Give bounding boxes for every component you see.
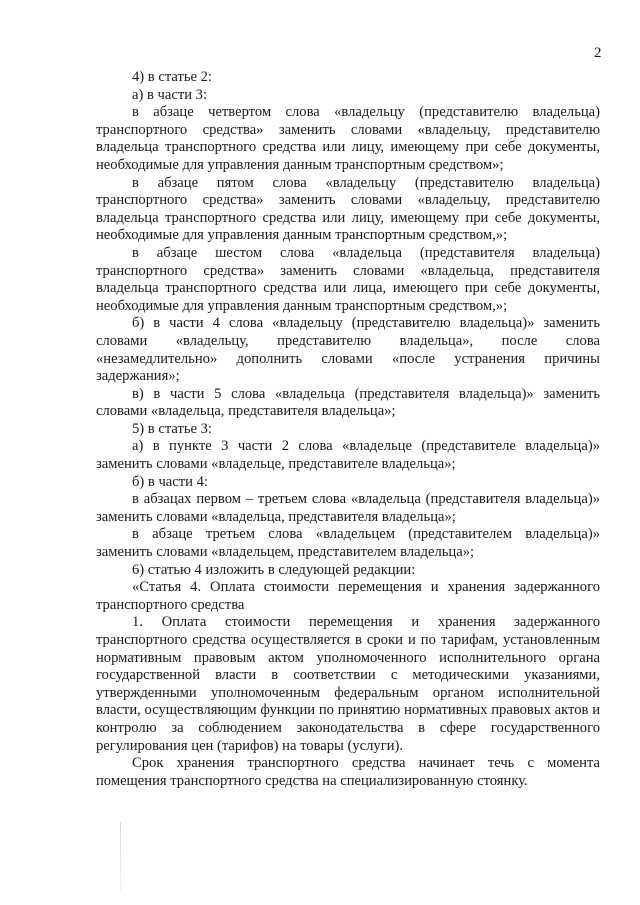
paragraph-subitem-b: б) в части 4 слова «владельцу (представителю владельца)» заменить словами «владельцу, представителю владельца», после слова «незамедлительно» дополнить словами «после устранения причины задержания»; [96,315,600,385]
paragraph-subitem-a: а) в части 3: [132,86,208,103]
page-number: 2 [594,45,602,61]
paragraph-abzats-4: в абзаце четвертом слова «владельцу (представителю владельца) транспортного средства» заменить словами «владельцу, представителю владельца транспортного средства или лицу, имеющему при себе документы, необходимые для управления данным транспортным средством»; [96,104,600,173]
paragraph-subitem-v: в) в части 5 слова «владельца (представителя владельца)» заменить словами «владельца, представителя владельца»; [96,385,600,420]
paragraph-item-4: 4) в статье 2: [132,69,212,85]
paragraph-item-6: 6) статью 4 изложить в следующей редакции: [132,561,416,578]
article-4-heading: «Статья 4. Оплата стоимости перемещения и хранения задержанного транспортного средства [96,579,600,613]
paragraph-item-5-b: б) в части 4: [132,473,208,490]
article-4-part-1: 1. Оплата стоимости перемещения и хранения задержанного транспортного средства осуществляется в сроки и по тарифам, установленным нормативным правовым актом уполномоченного исполнительного органа государственной власти в соответствии с методическими указаниями, утвержденными уполномоченным федеральным органом исполнительной власти, осуществляющим функции по принятию нормативных правовых актов и контролю за соблюдением законодательства в сфере государственного регулирования цен (тарифов) на товары (услуги). [96,614,600,754]
paragraph-abzats-3: в абзаце третьем слова «владельцем (представителем владельца)» заменить словами «владельцем, представителем владельца»; [96,526,600,561]
paragraph-abzats-6: в абзаце шестом слова «владельца (представителя владельца) транспортного средства» заменить словами «владельца, представителя владельца транспортного средства или лица, имеющего при себе документы, необходимые для управления данным транспортным средством,»; [96,244,600,314]
document-body [96,69,600,790]
paragraph-abzats-1-3: в абзацах первом – третьем слова «владельца (представителя владельца)» заменить словами «владельца, представителя владельца»; [96,491,600,525]
article-4-storage-term: Срок хранения транспортного средства начинает течь с момента помещения транспортного средства на специализированную стоянку. [96,755,600,789]
paragraph-item-5: 5) в статье 3: [132,420,212,437]
paragraph-item-5-a: а) в пункте 3 части 2 слова «владельце (представителе владельца)» заменить словами «владельце, представителе владельца»; [96,438,600,473]
paragraph-abzats-5: в абзаце пятом слова «владельцу (представителю владельца) транспортного средства» заменить словами «владельцу, представителю владельца транспортного средства или лицу, имеющему при себе документы, необходимые для управления данным транспортным средством,»; [96,174,600,244]
scan-artifact [120,822,121,892]
